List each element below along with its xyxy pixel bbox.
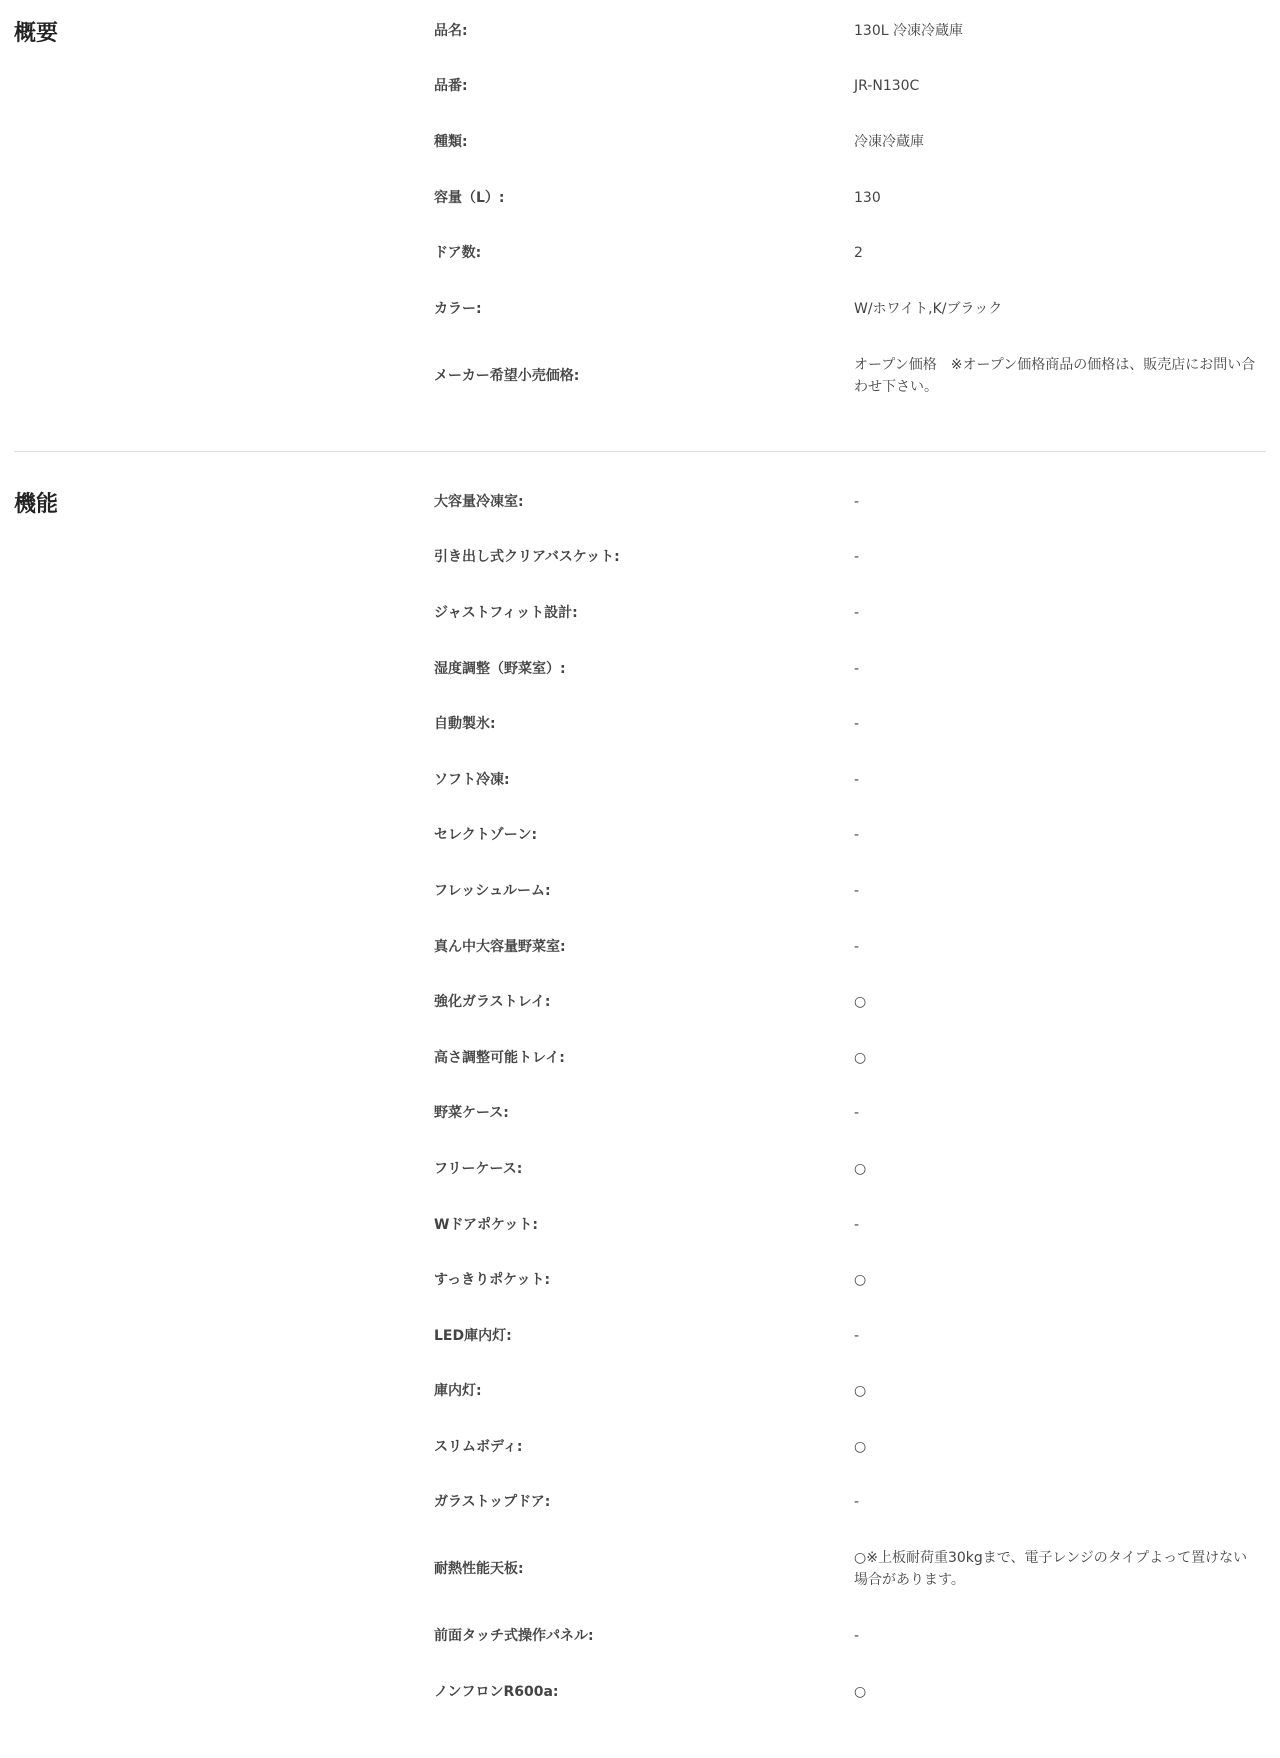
feature-value: ○ xyxy=(854,1383,867,1400)
feature-row xyxy=(434,752,1266,808)
feature-label: スリムボディ: xyxy=(434,1438,523,1455)
feature-row xyxy=(434,808,1266,864)
feature-row xyxy=(434,1530,1266,1608)
feature-label: 高さ調整可能トレイ: xyxy=(434,1049,565,1066)
spec-value: JR-N130C xyxy=(854,78,920,95)
feature-label: ジャストフィット設計: xyxy=(434,604,578,621)
spec-value: W/ホワイト,K/ブラック xyxy=(854,300,1003,317)
feature-row xyxy=(434,1141,1266,1197)
feature-row xyxy=(434,1419,1266,1475)
feature-row xyxy=(434,530,1266,586)
feature-row xyxy=(434,974,1266,1030)
spec-row-color xyxy=(434,281,1266,337)
feature-value: - xyxy=(854,1216,860,1233)
spec-value: 130 xyxy=(854,189,881,206)
spec-label: 品番: xyxy=(434,78,468,95)
feature-label: 引き出し式クリアバスケット: xyxy=(434,549,620,566)
feature-row xyxy=(434,1086,1266,1142)
feature-value: ○ xyxy=(854,1438,867,1455)
spec-label: カラー: xyxy=(434,300,482,317)
spec-row-type xyxy=(434,114,1266,170)
feature-value: ○ xyxy=(854,1272,867,1289)
feature-value: - xyxy=(854,1327,860,1344)
spec-label: 品名: xyxy=(434,22,468,39)
overview-section xyxy=(0,0,1280,451)
spec-row-door-count xyxy=(434,225,1266,281)
spec-label: 種類: xyxy=(434,133,468,150)
feature-value: - xyxy=(854,1105,860,1122)
feature-label: 庫内灯: xyxy=(434,1383,482,1400)
feature-label: 大容量冷凍室: xyxy=(434,493,524,510)
feature-value: - xyxy=(854,1628,860,1645)
features-section xyxy=(0,452,1280,1719)
feature-label: フリーケース: xyxy=(434,1160,523,1177)
feature-row xyxy=(434,863,1266,919)
feature-value: - xyxy=(854,493,860,510)
feature-label: ソフト冷凍: xyxy=(434,771,510,788)
feature-value: ○ xyxy=(854,994,867,1011)
overview-title: 概要 xyxy=(14,21,59,46)
spec-row-capacity xyxy=(434,170,1266,226)
feature-row xyxy=(434,641,1266,697)
feature-value: ○※上板耐荷重30kgまで、電子レンジのタイプよって置けない場合があります。 xyxy=(854,1550,1248,1589)
spec-row-product-name xyxy=(434,3,1266,59)
feature-label: 湿度調整（野菜室）: xyxy=(434,660,566,677)
spec-value: オープン価格 ※オープン価格商品の価格は、販売店にお問い合わせ下さい。 xyxy=(854,356,1256,395)
feature-value: - xyxy=(854,1494,860,1511)
feature-row xyxy=(434,1664,1266,1720)
feature-row xyxy=(434,585,1266,641)
feature-value: - xyxy=(854,827,860,844)
feature-row xyxy=(434,1197,1266,1253)
spec-label: メーカー希望小売価格: xyxy=(434,367,580,384)
feature-value: - xyxy=(854,771,860,788)
feature-value: ○ xyxy=(854,1683,867,1700)
spec-row-model-number xyxy=(434,59,1266,115)
feature-label: ガラストップドア: xyxy=(434,1494,551,1511)
feature-value: - xyxy=(854,716,860,733)
feature-value: - xyxy=(854,660,860,677)
spec-value: 130L 冷凍冷蔵庫 xyxy=(854,22,963,39)
feature-row xyxy=(434,1608,1266,1664)
feature-label: フレッシュルーム: xyxy=(434,882,551,899)
features-rows xyxy=(434,474,1266,1719)
feature-row xyxy=(434,1252,1266,1308)
feature-label: 自動製氷: xyxy=(434,716,496,733)
feature-value: ○ xyxy=(854,1049,867,1066)
overview-rows xyxy=(434,3,1266,451)
feature-label: Wドアポケット: xyxy=(434,1216,538,1233)
feature-value: - xyxy=(854,938,860,955)
feature-label: すっきりポケット: xyxy=(434,1272,551,1289)
feature-label: 耐熱性能天板: xyxy=(434,1561,524,1578)
feature-value: - xyxy=(854,549,860,566)
feature-label: セレクトゾーン: xyxy=(434,827,538,844)
feature-label: ノンフロンR600a: xyxy=(434,1683,559,1700)
spec-row-price xyxy=(434,337,1266,415)
feature-value: - xyxy=(854,604,860,621)
feature-row xyxy=(434,1030,1266,1086)
spec-value: 2 xyxy=(854,245,863,262)
feature-value: ○ xyxy=(854,1160,867,1177)
feature-value: - xyxy=(854,882,860,899)
feature-row xyxy=(434,1475,1266,1531)
feature-label: 真ん中大容量野菜室: xyxy=(434,938,566,955)
feature-label: 野菜ケース: xyxy=(434,1105,509,1122)
feature-row xyxy=(434,1364,1266,1420)
feature-row xyxy=(434,696,1266,752)
spec-value: 冷凍冷蔵庫 xyxy=(854,133,924,150)
feature-label: 強化ガラストレイ: xyxy=(434,994,551,1011)
feature-row xyxy=(434,1308,1266,1364)
feature-row xyxy=(434,474,1266,530)
feature-label: LED庫内灯: xyxy=(434,1327,512,1344)
feature-row xyxy=(434,919,1266,975)
spec-label: ドア数: xyxy=(434,245,482,262)
features-title: 機能 xyxy=(14,492,59,517)
feature-label: 前面タッチ式操作パネル: xyxy=(434,1628,594,1645)
spec-label: 容量（L）: xyxy=(434,189,505,206)
